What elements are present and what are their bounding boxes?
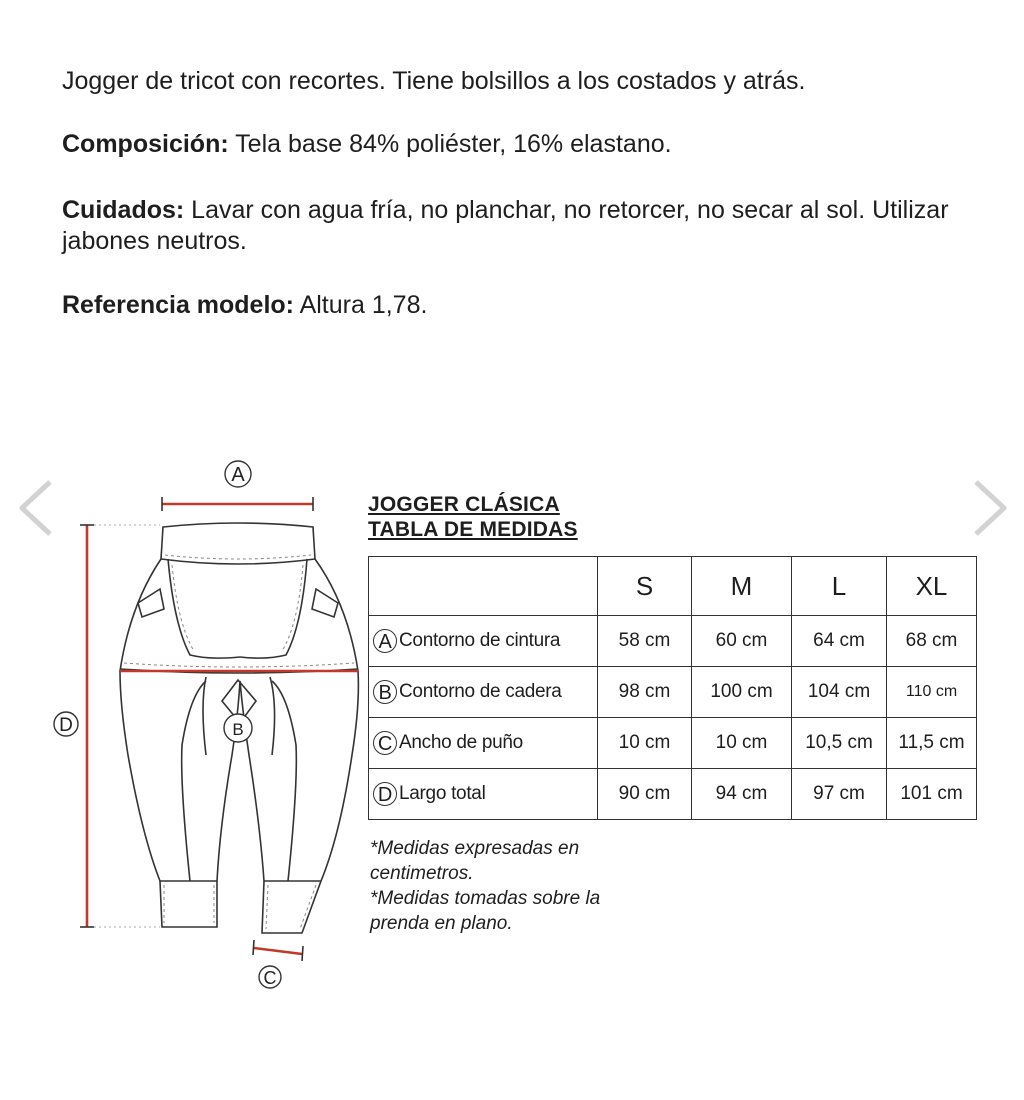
measure-name: Ancho de puño [399, 732, 523, 754]
chevron-right-icon [970, 478, 1010, 538]
product-description: Jogger de tricot con recortes. Tiene bolsillos a los costados y atrás. [62, 67, 806, 95]
note-line: *Medidas expresadas en [370, 838, 580, 859]
composition-text: Tela base 84% poliéster, 16% elastano. [228, 130, 672, 158]
table-cell: 64 cm [792, 616, 887, 667]
table-cell: 10,5 cm [792, 718, 887, 769]
gallery-next-button[interactable] [970, 478, 1010, 538]
note-line: prenda en plano. [370, 913, 513, 934]
marker-a-circle: A [373, 629, 397, 653]
note-line: centimetros. [370, 863, 474, 884]
cuff-measure-line [254, 948, 302, 954]
size-header: XL [887, 557, 977, 616]
marker-b-circle: B [373, 680, 397, 704]
measure-name: Contorno de cintura [399, 630, 561, 652]
model-text: Altura 1,78. [294, 291, 428, 319]
table-cell: 10 cm [692, 718, 792, 769]
table-row [369, 667, 977, 718]
cuff-measure-tick [302, 946, 303, 961]
composition-paragraph [62, 129, 962, 160]
table-row [369, 718, 977, 769]
measure-label [369, 667, 598, 718]
table-row [369, 616, 977, 667]
model-reference-paragraph [62, 290, 962, 321]
table-cell: 58 cm [598, 616, 692, 667]
table-cell: 68 cm [887, 616, 977, 667]
measure-label [369, 769, 598, 820]
care-text: Lavar con agua fría, no planchar, no retorcer, no secar al sol. Utilizar jabones neutros. [62, 196, 949, 255]
table-cell: 100 cm [692, 667, 792, 718]
size-header: L [792, 557, 887, 616]
table-cell: 60 cm [692, 616, 792, 667]
marker-b: B [232, 720, 244, 739]
marker-d: D [59, 715, 73, 736]
table-row [369, 769, 977, 820]
model-label: Referencia modelo: [62, 291, 295, 319]
jogger-diagram [40, 455, 370, 1000]
note-line: *Medidas tomadas sobre la [370, 888, 601, 909]
measure-name: Contorno de cadera [399, 681, 562, 703]
table-cell: 101 cm [887, 769, 977, 820]
measure-label [369, 718, 598, 769]
measure-name: Largo total [399, 783, 486, 805]
table-cell: 10 cm [598, 718, 692, 769]
size-chart-subtitle: TABLA DE MEDIDAS [368, 518, 578, 541]
table-cell: 98 cm [598, 667, 692, 718]
care-paragraph [62, 195, 962, 257]
size-table [368, 556, 977, 820]
care-label: Cuidados: [62, 196, 185, 224]
measure-label [369, 616, 598, 667]
size-header-row [369, 557, 977, 616]
cuff-measure-tick [253, 940, 254, 955]
marker-d-circle: D [373, 782, 397, 806]
measurement-notes [370, 836, 600, 936]
size-chart-title: JOGGER CLÁSICA [368, 493, 560, 516]
table-cell: 94 cm [692, 769, 792, 820]
composition-label: Composición: [62, 130, 229, 158]
table-cell: 110 cm [887, 667, 977, 718]
marker-c: C [263, 968, 277, 988]
table-cell: 97 cm [792, 769, 887, 820]
table-cell: 90 cm [598, 769, 692, 820]
marker-a: A [231, 464, 245, 486]
size-header-empty [369, 557, 598, 616]
table-cell: 104 cm [792, 667, 887, 718]
table-cell: 11,5 cm [887, 718, 977, 769]
marker-c-circle: C [373, 731, 397, 755]
size-header: S [598, 557, 692, 616]
size-header: M [692, 557, 792, 616]
